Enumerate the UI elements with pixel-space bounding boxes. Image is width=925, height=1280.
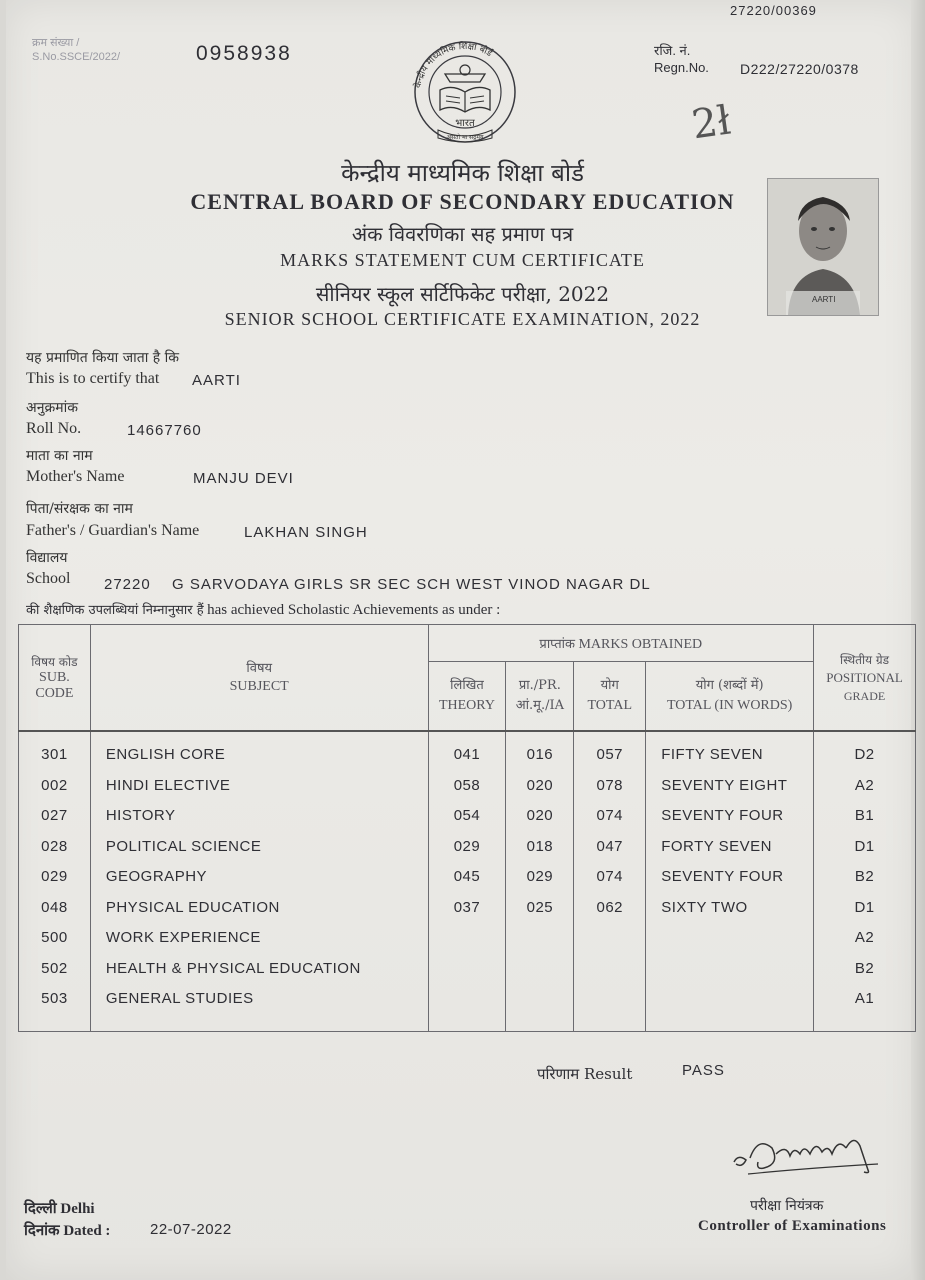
mother-label-hindi: माता का नाम <box>26 448 93 464</box>
cell-code: 002 <box>41 776 68 794</box>
grade-header-hindi: स्थितीय ग्रेड <box>839 652 890 667</box>
cell-theory <box>430 984 505 1015</box>
grade-header <box>814 625 916 732</box>
roll-label-hindi: अनुक्रमांक <box>26 400 78 416</box>
total-column <box>574 731 646 1031</box>
cell-subject: HINDI ELECTIVE <box>105 776 231 794</box>
cell-code: 301 <box>41 746 68 763</box>
mother-label-english: Mother's Name <box>26 468 125 485</box>
school-code: 27220 <box>104 576 151 593</box>
cell-grade: A1 <box>854 990 875 1007</box>
cell-subject: PHYSICAL EDUCATION <box>105 898 280 916</box>
marks-obtained-header-hindi: प्राप्तांक <box>539 636 575 652</box>
total-words-header-english: TOTAL (IN WORDS) <box>666 698 793 713</box>
cell-subject: WORK EXPERIENCE <box>105 929 261 946</box>
result-label: परिणाम Result <box>537 1065 633 1083</box>
roll-number: 14667760 <box>127 422 202 439</box>
cell-total: 074 <box>596 807 624 824</box>
cell-words: FORTY SEVEN <box>661 837 773 855</box>
school-label-english: School <box>26 570 71 587</box>
cell-pr <box>507 954 572 985</box>
logo-motto: असतो मा सद्गमय <box>446 134 484 141</box>
cbse-logo-icon <box>400 34 530 144</box>
dated-value: 22-07-2022 <box>150 1221 232 1238</box>
total-words-header-hindi: योग (शब्दों में) <box>695 678 764 693</box>
cell-subject: GENERAL STUDIES <box>105 990 254 1007</box>
cell-code: 503 <box>41 990 68 1007</box>
cell-grade: D1 <box>854 898 875 916</box>
photo-caption: AARTI <box>812 295 836 304</box>
cell-words: SEVENTY FOUR <box>661 807 784 824</box>
cell-theory: 041 <box>453 746 481 763</box>
cell-words <box>647 923 812 954</box>
theory-header <box>428 662 506 732</box>
school-name: G SARVODAYA GIRLS SR SEC SCH WEST VINOD NAGAR DL <box>172 576 651 593</box>
exam-title-hindi: सीनियर स्कूल सर्टिफिकेट परीक्षा, 2022 <box>315 282 610 306</box>
cell-theory: 029 <box>453 837 481 855</box>
cell-total: 078 <box>596 776 624 794</box>
practical-header <box>506 662 574 732</box>
code-column <box>19 731 91 1031</box>
total-header <box>574 662 646 732</box>
regn-number: D222/27220/0378 <box>740 61 859 77</box>
cell-subject: HISTORY <box>105 807 176 824</box>
cell-words <box>647 984 812 1015</box>
cell-words: FIFTY SEVEN <box>661 746 764 763</box>
achievement-text-english: has achieved Scholastic Achievements as under : <box>207 602 501 618</box>
top-reference-number: 27220/00369 <box>730 3 817 18</box>
document-title-english: MARKS STATEMENT CUM CERTIFICATE <box>280 250 645 270</box>
cell-theory: 045 <box>453 868 481 885</box>
regn-label-hindi: रजि. नं. <box>654 43 691 58</box>
cell-total: 062 <box>596 898 624 916</box>
cell-total: 057 <box>596 746 624 763</box>
father-name: LAKHAN SINGH <box>244 524 368 541</box>
total-header-english: TOTAL <box>587 698 633 713</box>
serial-label-english: S.No.SSCE/2022/ <box>32 51 121 63</box>
cell-theory: 037 <box>453 898 481 916</box>
cell-total <box>575 954 644 985</box>
controller-title-english: Controller of Examinations <box>698 1218 887 1234</box>
marks-obtained-header <box>428 625 814 662</box>
controller-signature-icon <box>728 1124 898 1184</box>
subject-header <box>90 625 428 732</box>
cell-words: SIXTY TWO <box>661 898 748 916</box>
cell-pr: 020 <box>526 776 554 794</box>
serial-label <box>32 36 120 64</box>
cell-code: 028 <box>41 837 68 855</box>
total-words-header <box>646 662 814 732</box>
subject-header-hindi: विषय <box>246 660 272 676</box>
cell-pr <box>507 923 572 954</box>
certify-label-hindi: यह प्रमाणित किया जाता है कि <box>26 350 180 366</box>
student-name: AARTI <box>192 372 241 389</box>
cell-grade: B2 <box>854 959 875 977</box>
logo-ring-text: केन्द्रीय माध्यमिक शिक्षा बोर्ड <box>413 41 494 89</box>
marks-obtained-header-english: MARKS OBTAINED <box>578 636 703 652</box>
subject-column <box>90 731 428 1031</box>
subject-header-english: SUBJECT <box>229 678 289 694</box>
theory-header-hindi: लिखित <box>450 678 484 693</box>
board-name-hindi: केन्द्रीय माध्यमिक शिक्षा बोर्ड <box>341 159 584 187</box>
place-label: दिल्ली Delhi <box>24 1201 95 1217</box>
achievement-line <box>26 600 500 619</box>
total-words-column <box>646 731 814 1031</box>
practical-header-line-1: प्रा./PR. <box>518 678 561 693</box>
cell-total <box>575 923 644 954</box>
sub-code-header-english-1: SUB. <box>39 669 70 685</box>
exam-title-english: SENIOR SCHOOL CERTIFICATE EXAMINATION, 2022 <box>224 309 701 329</box>
cell-grade: D1 <box>854 837 875 855</box>
cell-subject: ENGLISH CORE <box>105 746 226 763</box>
cell-grade: B1 <box>854 807 875 824</box>
logo-bottom-text: भारत <box>455 118 475 129</box>
roll-label-english: Roll No. <box>26 420 82 437</box>
cell-theory: 054 <box>453 807 481 824</box>
cell-code: 048 <box>41 898 68 916</box>
grade-column <box>814 731 916 1031</box>
cell-pr: 018 <box>526 837 554 855</box>
father-label-english: Father's / Guardian's Name <box>26 522 200 539</box>
regn-label-english: Regn.No. <box>654 60 709 75</box>
theory-header-english: THEORY <box>438 698 495 713</box>
sub-code-header <box>19 625 91 732</box>
cell-pr: 029 <box>526 868 554 885</box>
cell-grade: A2 <box>854 776 875 794</box>
cell-subject: POLITICAL SCIENCE <box>105 837 262 855</box>
sub-code-header-english-2: CODE <box>35 685 74 701</box>
cell-subject: HEALTH & PHYSICAL EDUCATION <box>105 959 361 977</box>
cell-code: 502 <box>41 959 68 977</box>
cell-grade: D2 <box>854 746 875 763</box>
controller-title-hindi: परीक्षा नियंत्रक <box>750 1198 824 1214</box>
school-label-hindi: विद्यालय <box>26 550 68 566</box>
cell-theory <box>430 954 505 985</box>
result-value: PASS <box>682 1062 725 1079</box>
father-label-hindi: पिता/संरक्षक का नाम <box>26 501 133 517</box>
handwritten-mark: 2ł <box>688 97 734 149</box>
cell-pr: 016 <box>526 746 554 763</box>
cell-code: 027 <box>41 807 68 824</box>
cell-pr: 025 <box>526 898 554 916</box>
total-header-hindi: योग <box>600 678 619 693</box>
cell-code: 500 <box>41 929 68 946</box>
cell-total <box>575 984 644 1015</box>
grade-header-english-2: GRADE <box>843 688 886 703</box>
dated-label: दिनांक Dated : <box>24 1223 111 1239</box>
document-title-hindi: अंक विवरणिका सह प्रमाण पत्र <box>351 222 574 246</box>
grade-header-english-1: POSITIONAL <box>826 669 903 685</box>
cell-theory: 058 <box>453 776 481 794</box>
cell-code: 029 <box>41 868 68 885</box>
achievement-text-hindi: की शैक्षणिक उपलब्धियां निम्नानुसार हैं <box>26 603 204 618</box>
cell-words <box>647 954 812 985</box>
serial-number: 0958938 <box>196 42 292 65</box>
certify-label-english: This is to certify that <box>26 370 160 387</box>
mother-name: MANJU DEVI <box>193 470 294 487</box>
cell-total: 047 <box>596 837 624 855</box>
theory-column <box>428 731 506 1031</box>
marks-table <box>18 624 916 1032</box>
cell-words: SEVENTY FOUR <box>661 868 784 885</box>
board-name-english: CENTRAL BOARD OF SECONDARY EDUCATION <box>190 189 735 214</box>
cell-theory <box>430 923 505 954</box>
serial-label-hindi: क्रम संख्या / <box>32 37 80 49</box>
cell-pr <box>507 984 572 1015</box>
regn-label <box>654 42 709 76</box>
practical-header-line-2: आं.मू./IA <box>515 698 564 713</box>
student-photo <box>767 178 879 316</box>
sub-code-header-hindi: विषय कोड <box>31 654 78 669</box>
cell-grade: A2 <box>854 929 875 946</box>
cell-grade: B2 <box>854 868 875 885</box>
cell-total: 074 <box>596 868 624 885</box>
cell-subject: GEOGRAPHY <box>105 868 208 885</box>
cell-pr: 020 <box>526 807 554 824</box>
practical-column <box>506 731 574 1031</box>
cell-words: SEVENTY EIGHT <box>661 776 788 794</box>
